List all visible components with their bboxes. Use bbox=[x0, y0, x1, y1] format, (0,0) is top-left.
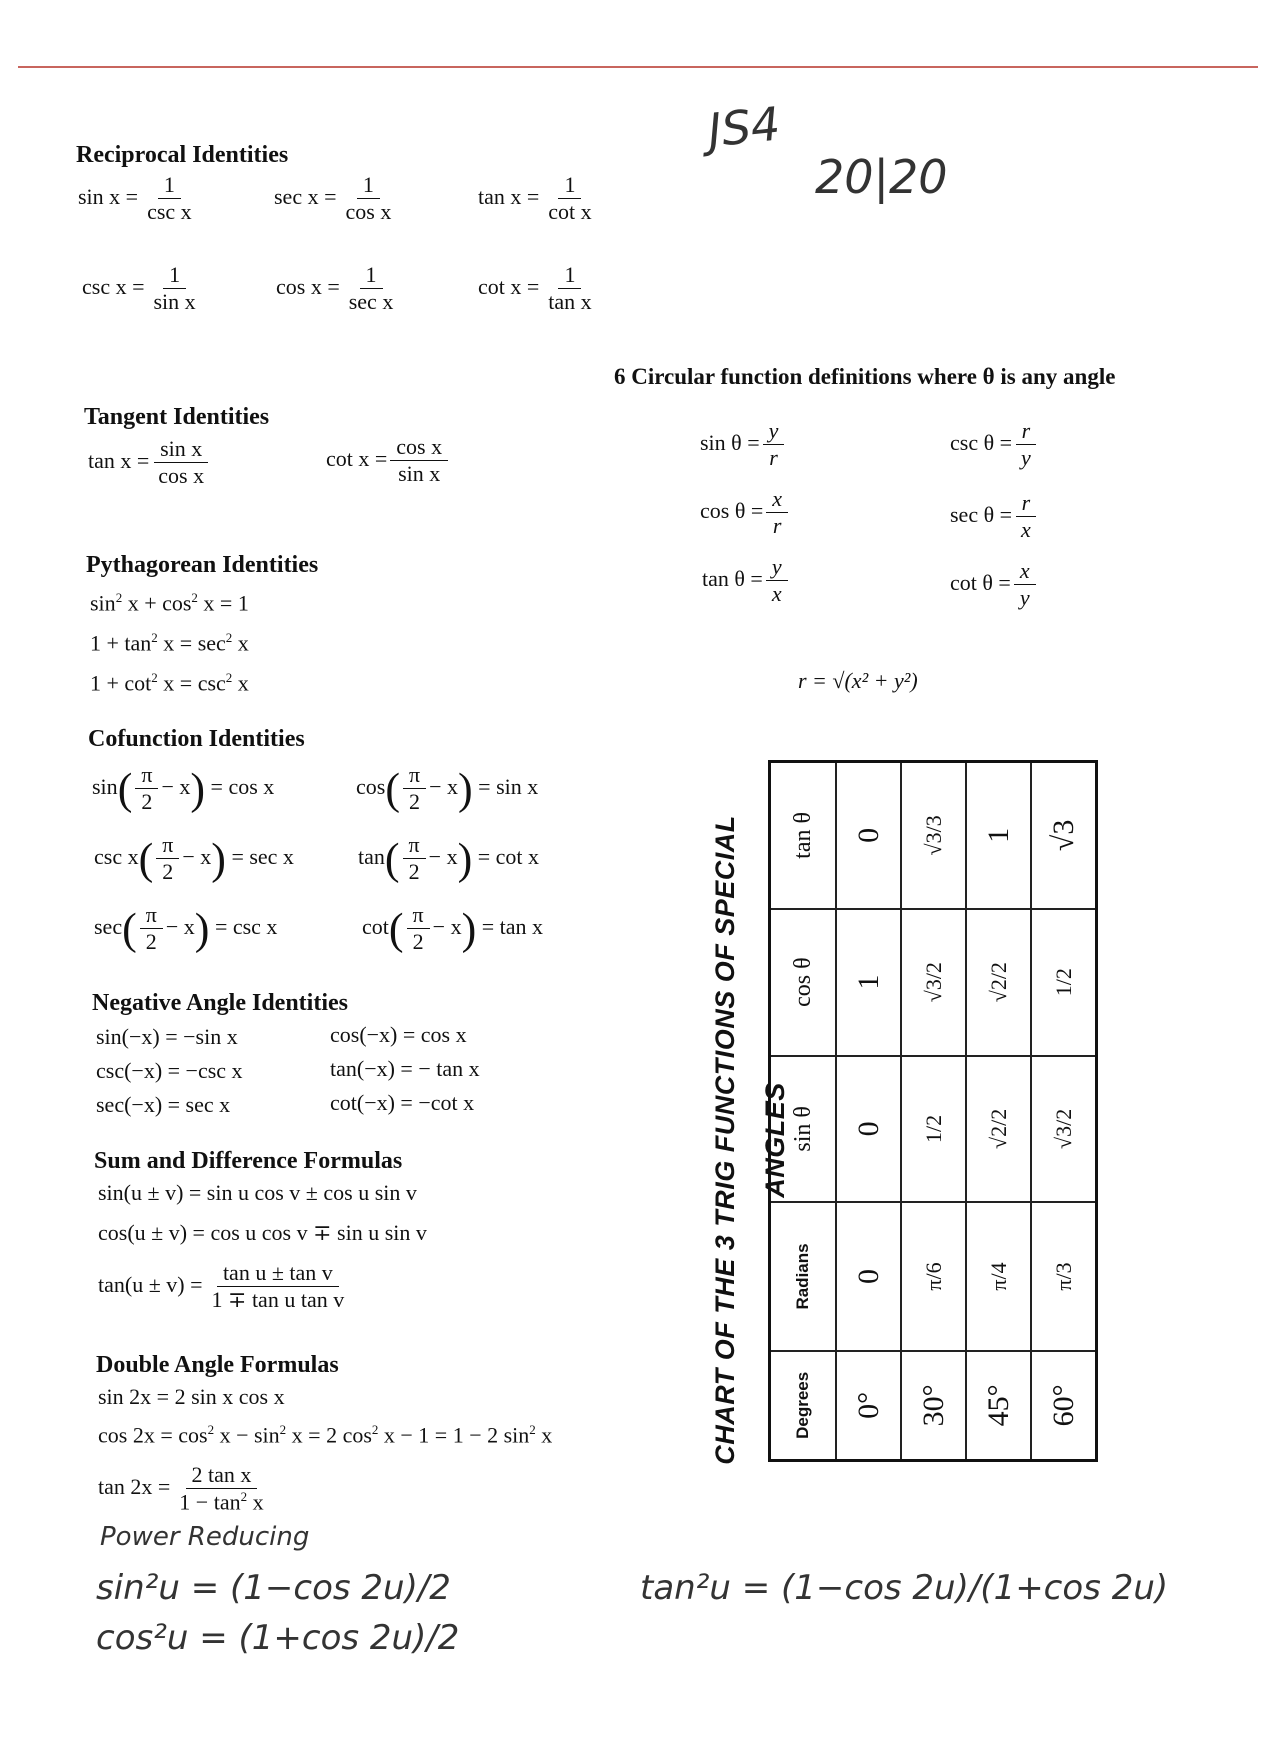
eq-cofunction-sin: sin( $\frac{\pi}{2}$ − x) = cos x bbox=[92, 762, 275, 815]
eq-negative-csc: csc(−x) = −csc x bbox=[96, 1058, 243, 1083]
chart-row-45 bbox=[966, 762, 1031, 1461]
eq-double-tan: tan 2x = $\frac{\text{2 tan x}}{1 - \tan^2 x}$ bbox=[98, 1462, 264, 1515]
cell-sin: 1/2 bbox=[901, 1056, 966, 1203]
eq-sum-cos: cos(u ± v) = cos u cos v ∓ sin u sin v bbox=[98, 1220, 427, 1245]
eq-double-sin: sin 2x = 2 sin x cos x bbox=[98, 1384, 285, 1409]
chart-row-0 bbox=[836, 762, 901, 1461]
header-cos: cos θ bbox=[770, 909, 837, 1056]
eq-tan-reciprocal: tan x = $\frac{1}{\text{cot x}}$ bbox=[478, 172, 592, 225]
cell-degrees: 30° bbox=[901, 1351, 966, 1461]
eq-sum-sin: sin(u ± v) = sin u cos v ± cos u sin v bbox=[98, 1180, 417, 1205]
section-title-tangent: Tangent Identities bbox=[84, 404, 270, 430]
section-title-circular: 6 Circular function definitions where θ is any angle bbox=[614, 364, 1116, 389]
def-csc-theta: csc θ = $\frac{r}{y}$ bbox=[950, 418, 1040, 472]
header-rule bbox=[18, 66, 1258, 68]
eq-cofunction-csc: csc x( $\frac{\pi}{2}$ − x) = sec x bbox=[94, 832, 294, 885]
eq-cofunction-sec: sec( $\frac{\pi}{2}$ − x) = csc x bbox=[94, 902, 278, 955]
cell-tan: 1 bbox=[966, 762, 1031, 909]
section-title-double: Double Angle Formulas bbox=[96, 1352, 339, 1378]
eq-pythagorean-3: $1 + \cot^2 x = \csc^2 x$ bbox=[90, 670, 249, 696]
handwritten-cos-squared: cos²u = (1+cos 2u)/2 bbox=[96, 1618, 460, 1658]
header-sin: sin θ bbox=[770, 1056, 837, 1203]
eq-negative-cot: cot(−x) = −cot x bbox=[330, 1090, 475, 1115]
chart-title: CHART OF THE 3 TRIG FUNCTIONS OF SPECIAL ANGLES bbox=[710, 815, 790, 1465]
cell-radians: π/3 bbox=[1031, 1202, 1097, 1350]
section-title-reciprocal: Reciprocal Identities bbox=[76, 142, 289, 168]
eq-sin-reciprocal: sin x = $\frac{1}{\text{csc x}}$ bbox=[78, 172, 192, 225]
def-r: r = √(x² + y²) bbox=[798, 668, 918, 693]
def-sin-theta: sin θ = $\frac{y}{r}$ bbox=[700, 418, 787, 472]
cell-radians: π/4 bbox=[966, 1202, 1031, 1350]
handwritten-sin-squared: sin²u = (1−cos 2u)/2 bbox=[96, 1568, 451, 1608]
header-tan: tan θ bbox=[770, 762, 837, 909]
cell-cos: √3/2 bbox=[901, 909, 966, 1056]
eq-pythagorean-2: $1 + \tan^2 x = \sec^2 x$ bbox=[90, 630, 249, 656]
cell-sin: √2/2 bbox=[966, 1056, 1031, 1203]
cell-sin: 0 bbox=[836, 1056, 901, 1203]
def-cos-theta: cos θ = $\frac{x}{r}$ bbox=[700, 486, 791, 540]
handwritten-score: 20|20 bbox=[815, 150, 948, 204]
eq-cot-quotient: cot x = $\frac{\text{cos x}}{\text{sin x}}$ bbox=[326, 434, 451, 488]
handwritten-tan-squared: tan²u = (1−cos 2u)/(1+cos 2u) bbox=[640, 1568, 1169, 1608]
handwritten-power-reducing-title: Power Reducing bbox=[100, 1522, 310, 1552]
header-radians: Radians bbox=[770, 1202, 837, 1350]
cell-tan: 0 bbox=[836, 762, 901, 909]
def-sec-theta: sec θ = $\frac{r}{x}$ bbox=[950, 490, 1040, 544]
chart-row-30 bbox=[901, 762, 966, 1461]
eq-cofunction-cot: cot( $\frac{\pi}{2}$ − x) = tan x bbox=[362, 902, 544, 955]
cell-tan: √3/3 bbox=[901, 762, 966, 909]
eq-negative-cos: cos(−x) = cos x bbox=[330, 1022, 467, 1047]
special-angles-table bbox=[768, 760, 1098, 1462]
eq-double-cos: $\cos 2x = \cos^2 x - \sin^2 x = 2$ $\cos^2 x - 1 = 1 - 2$ $\sin^2 x$ bbox=[98, 1422, 553, 1448]
header-degrees: Degrees bbox=[770, 1351, 837, 1461]
eq-negative-tan: tan(−x) = − tan x bbox=[330, 1056, 480, 1081]
eq-cofunction-tan: tan( $\frac{\pi}{2}$ − x) = cot x bbox=[358, 832, 540, 885]
chart-row-60 bbox=[1031, 762, 1097, 1461]
cell-cos: 1 bbox=[836, 909, 901, 1056]
section-title-pythagorean: Pythagorean Identities bbox=[86, 552, 319, 578]
cell-tan: √3 bbox=[1031, 762, 1097, 909]
cell-degrees: 0° bbox=[836, 1351, 901, 1461]
eq-negative-sec: sec(−x) = sec x bbox=[96, 1092, 231, 1117]
eq-cos-reciprocal: cos x = $\frac{1}{\text{sec x}}$ bbox=[276, 262, 394, 315]
cell-cos: √2/2 bbox=[966, 909, 1031, 1056]
section-title-cofunction: Cofunction Identities bbox=[88, 726, 305, 752]
cell-cos: 1/2 bbox=[1031, 909, 1097, 1056]
cell-degrees: 45° bbox=[966, 1351, 1031, 1461]
def-cot-theta: cot θ = $\frac{x}{y}$ bbox=[950, 558, 1039, 612]
eq-sec-reciprocal: sec x = $\frac{1}{\text{cos x}}$ bbox=[274, 172, 392, 225]
eq-negative-sin: sin(−x) = −sin x bbox=[96, 1024, 238, 1049]
def-tan-theta: tan θ = $\frac{y}{x}$ bbox=[702, 554, 791, 608]
cell-degrees: 60° bbox=[1031, 1351, 1097, 1461]
eq-csc-reciprocal: csc x = $\frac{1}{\text{sin x}}$ bbox=[82, 262, 196, 315]
section-title-negative: Negative Angle Identities bbox=[92, 990, 348, 1016]
special-angles-chart bbox=[700, 760, 1080, 1520]
eq-pythagorean-1: $\sin^2 x + \cos^2 x = 1$ bbox=[90, 590, 249, 616]
cell-radians: π/6 bbox=[901, 1202, 966, 1350]
handwritten-initials: JS4 bbox=[705, 96, 783, 158]
chart-header-row bbox=[770, 762, 837, 1461]
cell-sin: √3/2 bbox=[1031, 1056, 1097, 1203]
eq-cofunction-cos: cos( $\frac{\pi}{2}$ − x) = sin x bbox=[356, 762, 539, 815]
eq-sum-tan: tan(u ± v) = $\frac{\text{tan u ± tan v}}{\text{1 ∓ tan u tan v}}$ bbox=[98, 1260, 345, 1313]
cell-radians: 0 bbox=[836, 1202, 901, 1350]
section-title-sumdiff: Sum and Difference Formulas bbox=[94, 1148, 403, 1174]
eq-cot-reciprocal: cot x = $\frac{1}{\text{tan x}}$ bbox=[478, 262, 592, 315]
eq-tan-quotient: tan x = $\frac{\text{sin x}}{\text{cos x}}$ bbox=[88, 436, 213, 490]
